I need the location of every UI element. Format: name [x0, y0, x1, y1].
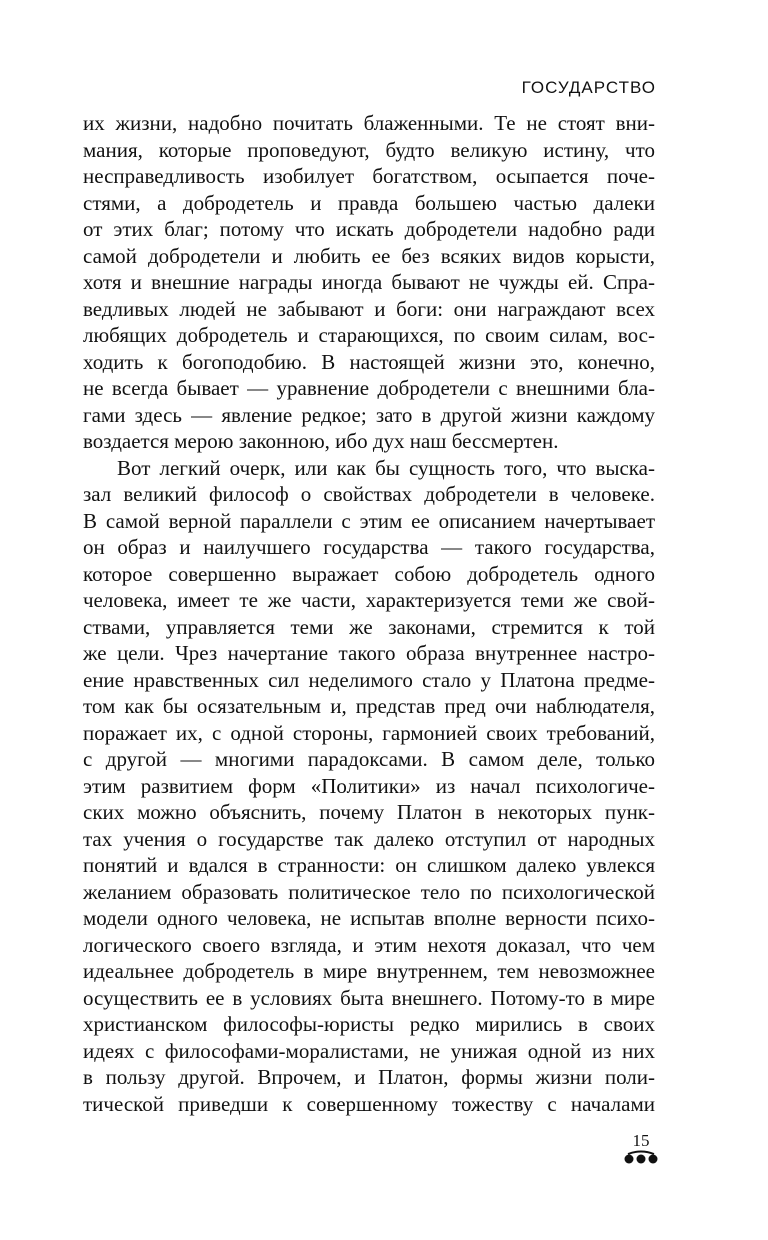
text-line: самой добродетели и любить ее без всяких видов корысти, — [83, 243, 655, 268]
text-line: этим развитием форм «Политики» из начал психологиче- — [83, 773, 655, 798]
text-line: он образ и наилучшего государства — такого государства, — [83, 535, 655, 559]
text-line: человека, имеет те же части, характеризуется теми же свой- — [83, 588, 655, 612]
text-line: идеальнее добродетель в мире внутреннем, тем невозможнее — [83, 959, 655, 983]
text-line: христианском философы-юристы редко мирились в своих — [83, 1012, 655, 1036]
text-line: с другой — многими парадоксами. В самом деле, только — [83, 747, 655, 771]
text-line: гами здесь — явление редкое; зато в другой жизни каждому — [83, 402, 655, 427]
text-line: том как бы осязательным и, представ пред очи наблюдателя, — [83, 694, 655, 718]
text-line: их жизни, надобно почитать блаженными. Те не стоят вни- — [83, 111, 655, 135]
text-line: ведливых людей не забывают и боги: они награждают всех — [83, 296, 655, 321]
text-line: от этих благ; потому что искать добродетели надобно ради — [83, 217, 655, 241]
text-line: мания, которые проповедуют, будто великую истину, что — [83, 137, 655, 162]
page-number: 15 — [632, 1131, 650, 1150]
text-line: тах учения о государстве так далеко отступил от народных — [83, 826, 655, 851]
text-line-paragraph-end: воздается мерою законною, ибо дух наш бессмертен. — [83, 429, 559, 453]
running-head: ГОСУДАРСТВО — [521, 78, 656, 97]
text-line: ение нравственных сил неделимого стало у Платона предме- — [83, 667, 655, 692]
text-line: В самой верной параллели с этим ее описанием начертывает — [83, 508, 655, 533]
text-line: несправедливость изобилует богатством, осыпается поче- — [83, 164, 655, 188]
text-line: хотя и внешние награды иногда бывают не чужды ей. Спра- — [83, 270, 655, 294]
page-ornament-icon — [624, 1150, 658, 1164]
text-line-paragraph-start: Вот легкий очерк, или как бы сущность того, что выска- — [117, 455, 655, 480]
text-line: зал великий философ о свойствах добродетели в человеке. — [83, 482, 655, 506]
body-text — [83, 110, 655, 1117]
text-line: поражает их, с одной стороны, гармонией своих требований, — [83, 720, 655, 745]
text-line: ходить к богоподобию. В настоящей жизни это, конечно, — [83, 349, 655, 374]
text-line: стями, а добродетель и правда большею частью далеки — [83, 190, 655, 215]
text-line: осуществить ее в условиях быта внешнего. Потому-то в мире — [83, 985, 655, 1010]
text-line: любящих добродетель и старающихся, по своим силам, вос- — [83, 323, 655, 347]
text-line: не всегда бывает — уравнение добродетели с внешними бла- — [83, 376, 655, 400]
text-line: модели одного человека, не испытав вполне верности психо- — [83, 906, 655, 930]
text-line: ствами, управляется теми же законами, стремится к той — [83, 614, 655, 639]
text-line: же цели. Чрез начертание такого образа внутреннее настро- — [83, 641, 655, 665]
text-line: тической приведши к совершенному тожеству с началами — [83, 1091, 655, 1116]
text-line: в пользу другой. Впрочем, и Платон, формы жизни поли- — [83, 1065, 655, 1089]
text-line: идеях с философами-моралистами, не унижая одной из них — [83, 1038, 655, 1063]
text-line: логического своего взгляда, и этим нехотя доказал, что чем — [83, 932, 655, 957]
text-line: желанием образовать политическое тело по психологической — [83, 879, 655, 904]
text-line: которое совершенно выражает собою добродетель одного — [83, 561, 655, 586]
text-line: понятий и вдался в странности: он слишком далеко увлекся — [83, 853, 655, 877]
text-line: ских можно объяснить, почему Платон в некоторых пунк- — [83, 800, 655, 824]
